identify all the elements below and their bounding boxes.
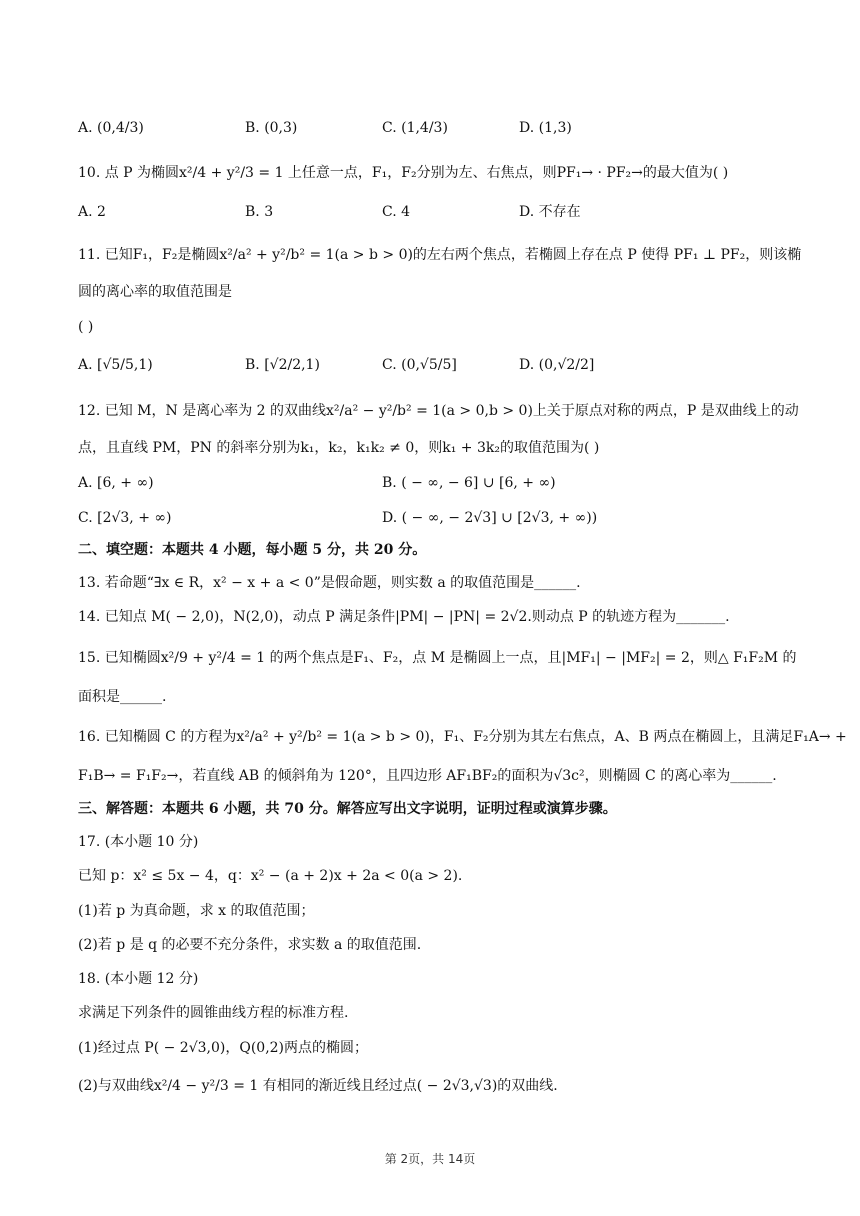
q9-option-d: D. (1,3) (519, 120, 572, 136)
q12-stem-line2: 点，且直线 PM，PN 的斜率分别为k₁，k₂，k₁k₂ ≠ 0，则k₁ + 3k₂的取值范围为( ) (78, 440, 600, 456)
q10-option-d: D. 不存在 (519, 204, 581, 220)
section-fill-in-heading: 二、填空题：本题共 4 小题，每小题 5 分，共 20 分。 (78, 542, 427, 558)
q12-stem-line1: 12. 已知 M，N 是离心率为 2 的双曲线x²/a² − y²/b² = 1(a > 0,b > 0)上关于原点对称的两点，P 是双曲线上的动 (78, 403, 799, 419)
q10-option-a: A. 2 (78, 204, 106, 220)
q11-option-a: A. [√5/5,1) (78, 357, 153, 373)
q10-option-b: B. 3 (245, 204, 274, 220)
q15-stem-line1: 15. 已知椭圆x²/9 + y²/4 = 1 的两个焦点是F₁、F₂，点 M 是椭圆上一点，且|MF₁| − |MF₂| = 2，则△ F₁F₂M 的 (78, 650, 797, 666)
q17-line2: (1)若 p 为真命题，求 x 的取值范围； (78, 903, 315, 919)
page-number-footer: 第 2页，共 14页 (384, 1152, 476, 1166)
q11-answer-paren: ( ) (78, 319, 94, 335)
q16-stem-line2: F₁B→ = F₁F₂→，若直线 AB 的倾斜角为 120°，且四边形 AF₁BF₂的面积为√3c²，则椭圆 C 的离心率为______. (78, 768, 777, 784)
q17-line3: (2)若 p 是 q 的必要不充分条件，求实数 a 的取值范围. (78, 937, 422, 953)
q17-line1: 已知 p：x² ≤ 5x − 4，q：x² − (a + 2)x + 2a < 0(a > 2). (78, 868, 463, 884)
q15-stem-line2: 面积是______. (78, 689, 167, 705)
q12-option-b: B. ( − ∞, − 6] ∪ [6, + ∞) (382, 475, 556, 491)
q11-option-b: B. [√2/2,1) (245, 357, 320, 373)
q12-option-c: C. [2√3, + ∞) (78, 510, 172, 526)
q11-option-c: C. (0,√5/5] (382, 357, 457, 373)
q18-title: 18. (本小题 12 分) (78, 971, 199, 987)
q14-stem: 14. 已知点 M( − 2,0)，N(2,0)，动点 P 满足条件|PM| − |PN| = 2√2.则动点 P 的轨迹方程为_______. (78, 609, 730, 625)
q18-line2: (1)经过点 P( − 2√3,0)，Q(0,2)两点的椭圆； (78, 1040, 369, 1056)
q16-stem-line1: 16. 已知椭圆 C 的方程为x²/a² + y²/b² = 1(a > b > 0)，F₁、F₂分别为其左右焦点，A、B 两点在椭圆上，且满足F₁A→ + (78, 729, 847, 745)
q9-option-a: A. (0,4/3) (78, 120, 144, 136)
q10-stem: 10. 点 P 为椭圆x²/4 + y²/3 = 1 上任意一点，F₁，F₂分别为左、右焦点，则PF₁→ · PF₂→的最大值为( ) (78, 165, 729, 181)
q10-option-c: C. 4 (382, 204, 411, 220)
q12-option-a: A. [6, + ∞) (78, 475, 154, 491)
q11-option-d: D. (0,√2/2] (519, 357, 595, 373)
q12-option-d: D. ( − ∞, − 2√3] ∪ [2√3, + ∞)) (382, 510, 598, 526)
q9-option-c: C. (1,4/3) (382, 120, 448, 136)
q11-stem-line2: 圆的离心率的取值范围是 (78, 284, 232, 300)
q11-stem-line1: 11. 已知F₁，F₂是椭圆x²/a² + y²/b² = 1(a > b > 0)的左右两个焦点，若椭圆上存在点 P 使得 PF₁ ⊥ PF₂，则该椭 (78, 247, 802, 263)
q18-line3: (2)与双曲线x²/4 − y²/3 = 1 有相同的渐近线且经过点( − 2√3,√3)的双曲线. (78, 1078, 558, 1094)
q9-option-b: B. (0,3) (245, 120, 298, 136)
q18-line1: 求满足下列条件的圆锥曲线方程的标准方程. (78, 1005, 349, 1021)
q17-title: 17. (本小题 10 分) (78, 834, 199, 850)
q13-stem: 13. 若命题“∃x ∈ R，x² − x + a < 0”是假命题，则实数 a 的取值范围是______. (78, 575, 581, 591)
section-solution-heading: 三、解答题：本题共 6 小题，共 70 分。解答应写出文字说明，证明过程或演算步骤。 (78, 801, 617, 817)
